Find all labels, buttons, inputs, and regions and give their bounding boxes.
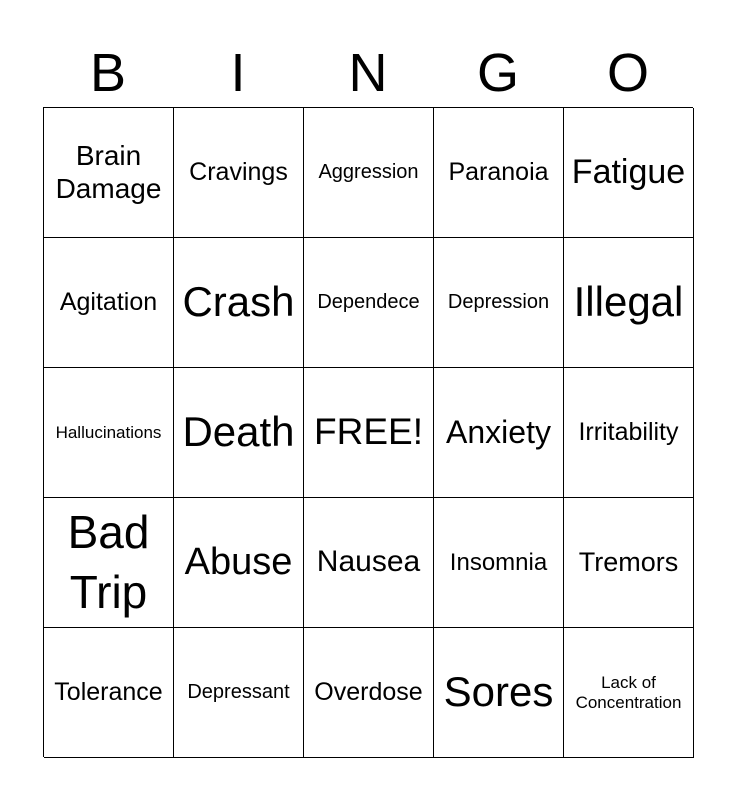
cell-text: Paranoia	[448, 158, 549, 187]
cell-text: Anxiety	[446, 414, 551, 451]
cell-text: Crash	[182, 278, 295, 326]
bingo-cell	[174, 498, 304, 628]
bingo-cell	[44, 628, 174, 758]
cell-text: Tremors	[578, 546, 679, 577]
bingo-cell	[174, 108, 304, 238]
bingo-cell	[44, 238, 174, 368]
cell-text: Tolerance	[54, 678, 163, 707]
bingo-cell	[304, 108, 434, 238]
cell-text: Death	[182, 408, 295, 456]
bingo-cell	[564, 628, 694, 758]
cell-text: Hallucinations	[55, 422, 162, 442]
bingo-cell	[44, 368, 174, 498]
cell-text: Aggression	[318, 161, 419, 183]
cell-text: Dependece	[317, 291, 420, 313]
cell-text: Insomnia	[449, 548, 548, 576]
cell-text: Fatigue	[571, 152, 686, 191]
cell-text: Depressant	[187, 681, 290, 703]
header-letter-g: G	[476, 43, 519, 103]
cell-text: Nausea	[316, 545, 421, 579]
bingo-cell	[564, 238, 694, 368]
cell-text: Brain Damage	[55, 140, 162, 204]
bingo-cell	[44, 108, 174, 238]
bingo-cell	[564, 368, 694, 498]
bingo-cell-free	[304, 368, 434, 498]
bingo-cell	[44, 498, 174, 628]
header-letter-o: O	[606, 43, 649, 103]
bingo-cell	[564, 498, 694, 628]
cell-text: Cravings	[189, 158, 288, 187]
bingo-header	[43, 40, 693, 106]
header-letter-i: I	[230, 43, 246, 103]
cell-text: FREE!	[314, 411, 423, 453]
cell-text: Lack of Concentration	[575, 672, 682, 712]
header-letter-b: B	[89, 43, 127, 103]
bingo-grid	[43, 107, 693, 757]
bingo-cell	[174, 628, 304, 758]
header-letter-n: N	[348, 43, 388, 103]
cell-text: Bad Trip	[67, 505, 150, 618]
bingo-cell	[434, 238, 564, 368]
cell-text: Illegal	[573, 278, 684, 326]
cell-text: Sores	[443, 668, 554, 716]
cell-text: Agitation	[59, 288, 158, 317]
cell-text: Overdose	[314, 678, 423, 707]
bingo-cell	[304, 498, 434, 628]
bingo-cell	[434, 628, 564, 758]
bingo-cell	[174, 238, 304, 368]
bingo-cell	[434, 108, 564, 238]
bingo-cell	[434, 498, 564, 628]
cell-text: Irritability	[578, 418, 679, 447]
bingo-cell	[564, 108, 694, 238]
bingo-cell	[434, 368, 564, 498]
cell-text: Abuse	[184, 540, 293, 583]
bingo-cell	[304, 628, 434, 758]
cell-text: Depression	[447, 291, 550, 313]
bingo-cell	[174, 368, 304, 498]
bingo-cell	[304, 238, 434, 368]
